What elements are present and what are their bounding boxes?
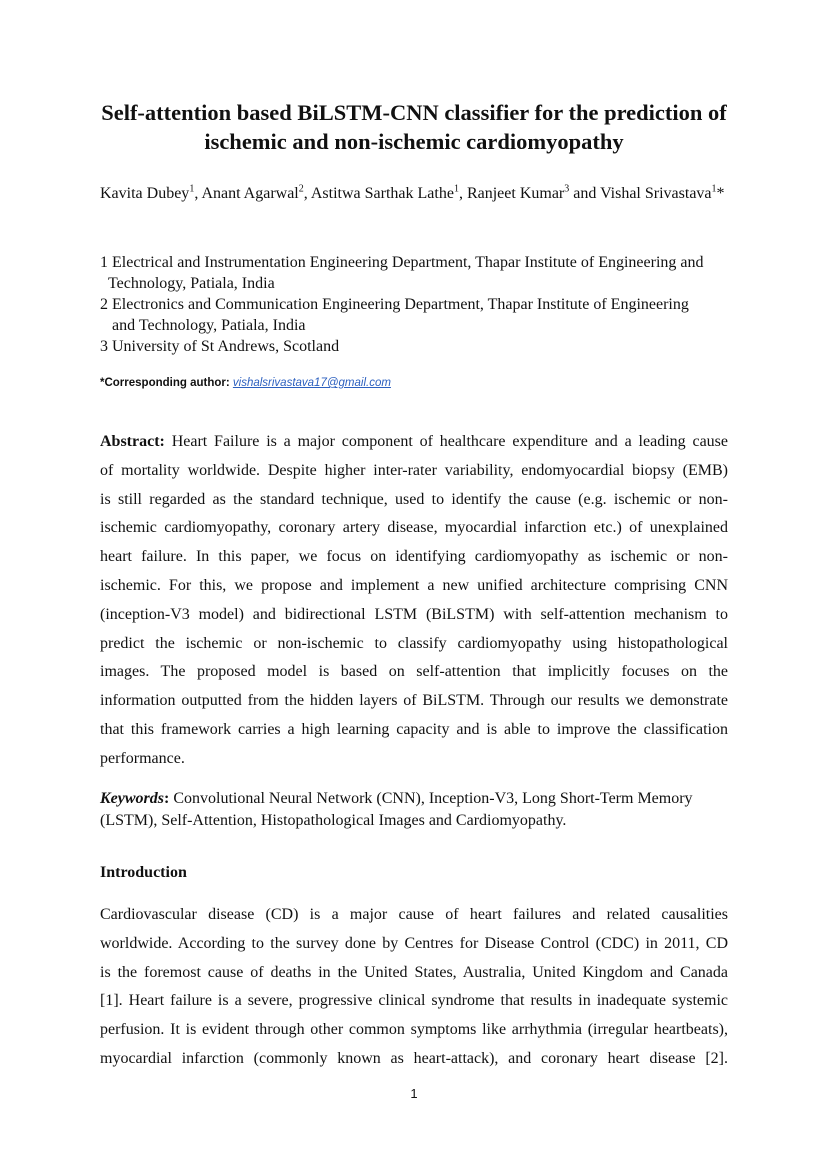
abstract-line: ischemic. For this, we propose and implement a new unified architecture comprising CNN	[100, 576, 728, 594]
author-separator: ,	[458, 185, 467, 202]
author-name: Ranjeet Kumar	[466, 185, 565, 202]
author-separator: ,	[194, 185, 202, 202]
abstract-line	[100, 428, 728, 457]
abstract-line: (inception-V3 model) and bidirectional LSTM (BiLSTM) with self-attention mechanism to	[100, 605, 728, 623]
introduction-line: Cardiovascular disease (CD) is a major cause of heart failures and related causalities	[100, 906, 728, 923]
author-affiliation-mark: 1	[189, 183, 195, 195]
introduction-line: [1]. Heart failure is a severe, progressive clinical syndrome that results in inadequate systemic	[100, 992, 728, 1010]
author-name: Vishal Srivastava	[600, 185, 712, 202]
affiliation-line: 1 Electrical and Instrumentation Engineering Department, Thapar Institute of Engineering and	[100, 254, 704, 271]
affiliation-item	[100, 294, 740, 336]
abstract-line: information outputted from the hidden layers of BiLSTM. Through our results we demonstrate	[100, 692, 728, 710]
author-name: Anant Agarwal	[201, 185, 299, 202]
corresponding-author	[100, 375, 391, 391]
introduction-heading: Introduction	[100, 864, 187, 881]
corresponding-author-label: *Corresponding author:	[100, 377, 233, 389]
affiliation-line: Technology, Patiala, India	[108, 275, 275, 292]
keywords-line: (LSTM), Self-Attention, Histopathological Images and Cardiomyopathy.	[100, 812, 567, 829]
introduction-line: worldwide. According to the survey done by Centres for Disease Control (CDC) in 2011, CD	[100, 934, 728, 952]
paper-title	[60, 98, 768, 156]
author-name: Kavita Dubey	[100, 185, 190, 202]
affiliation-list	[100, 252, 740, 357]
title-line-2: ischemic and non-ischemic cardiomyopathy	[204, 129, 624, 154]
introduction-body	[100, 901, 728, 1074]
author-separator: *	[716, 185, 725, 202]
abstract	[100, 428, 728, 774]
keywords-label: Keywords	[100, 790, 164, 807]
keywords-text: Convolutional Neural Network (CNN), Inception-V3, Long Short-Term Memory	[169, 790, 693, 807]
author-affiliation-mark: 2	[298, 183, 304, 195]
abstract-line: heart failure. In this paper, we focus on identifying cardiomyopathy as ischemic or non-	[100, 548, 728, 566]
author-affiliation-mark: 1	[453, 183, 459, 195]
abstract-line: of mortality worldwide. Despite higher inter-rater variability, endomyocardial biopsy (EMB)	[100, 461, 728, 479]
introduction-line: is the foremost cause of deaths in the United States, Australia, United Kingdom and Canada	[100, 963, 728, 981]
abstract-line: ischemic cardiomyopathy, coronary artery disease, myocardial infarction etc.) of unexplained	[100, 519, 728, 537]
abstract-text: Heart Failure is a major component of healthcare expenditure and a leading cause	[164, 433, 728, 450]
abstract-line: predict the ischemic or non-ischemic to classify cardiomyopathy using histopathological	[100, 634, 728, 652]
title-line-1: Self-attention based BiLSTM-CNN classifier for the prediction of	[101, 100, 727, 125]
author-name: Astitwa Sarthak Lathe	[310, 185, 454, 202]
affiliation-item	[100, 336, 740, 357]
abstract-line: that this framework carries a high learning capacity and is able to improve the classification	[100, 720, 728, 738]
author-separator: ,	[303, 185, 311, 202]
affiliation-item	[100, 252, 740, 294]
keywords-colon: :	[164, 790, 170, 807]
author-separator: and	[569, 185, 601, 202]
page-number: 1	[410, 1086, 418, 1101]
author-affiliation-mark: 3	[564, 183, 570, 195]
introduction-line: perfusion. It is evident through other common symptoms like arrhythmia (irregular heartbeats),	[100, 1021, 728, 1039]
affiliation-line: and Technology, Patiala, India	[112, 317, 306, 334]
keywords-line	[100, 788, 728, 810]
keywords	[100, 788, 728, 832]
abstract-label: Abstract:	[100, 433, 165, 450]
abstract-line: images. The proposed model is based on self-attention that implicitly focuses on the	[100, 663, 728, 681]
abstract-line: is still regarded as the standard technique, used to identify the cause (e.g. ischemic or non-	[100, 490, 728, 508]
author-list	[100, 183, 728, 205]
affiliation-line: 3 University of St Andrews, Scotland	[100, 338, 340, 355]
corresponding-email-link[interactable]: vishalsrivastava17@gmail.com	[232, 377, 391, 389]
abstract-line: performance.	[100, 749, 185, 767]
author-affiliation-mark: 1	[711, 183, 717, 195]
introduction-line: myocardial infarction (commonly known as heart-attack), and coronary heart disease [2].	[100, 1049, 728, 1067]
affiliation-line: 2 Electronics and Communication Engineering Department, Thapar Institute of Engineering	[100, 296, 689, 313]
